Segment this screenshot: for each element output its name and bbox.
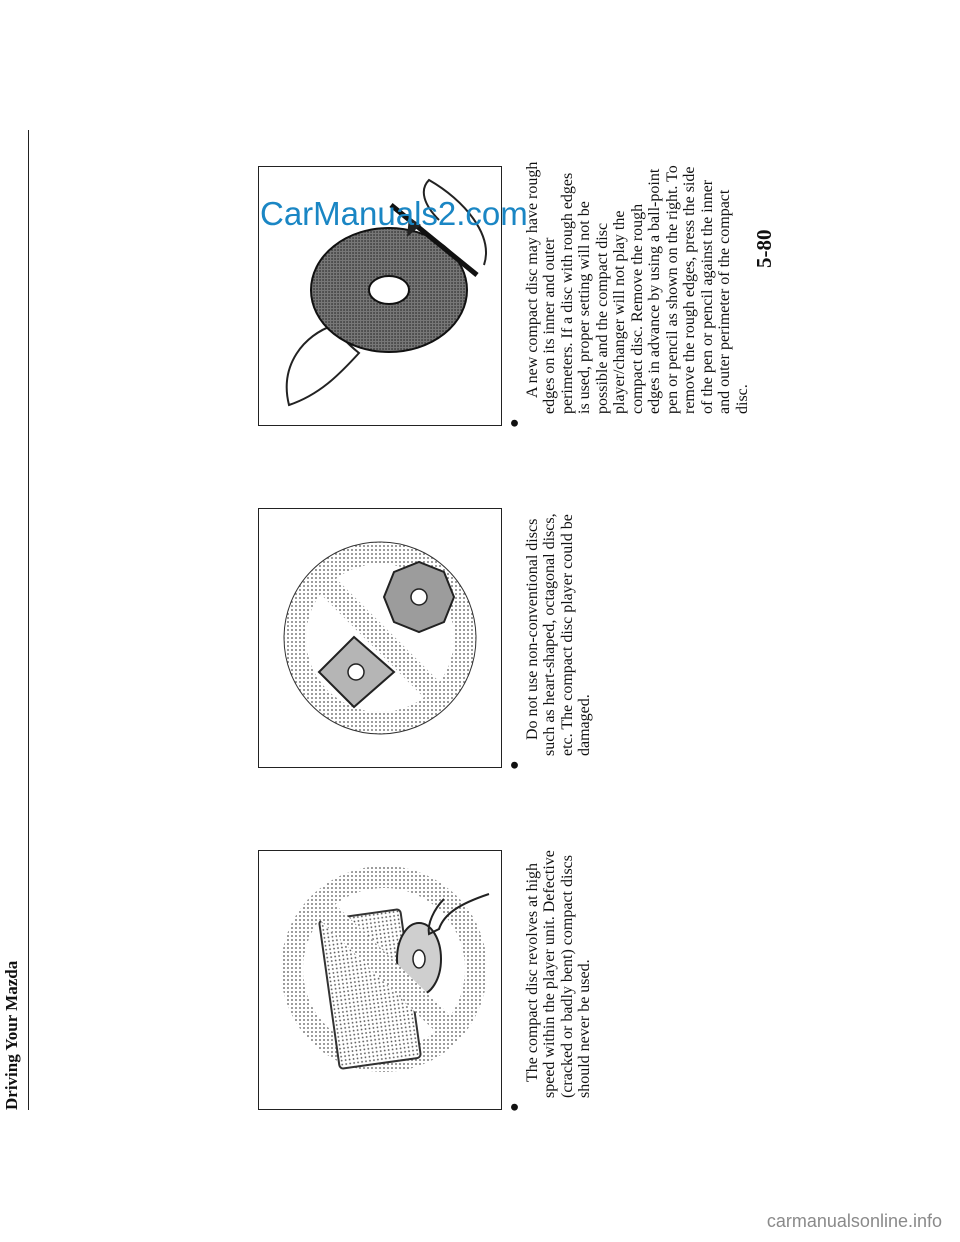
text-line: such as heart-shaped, octagonal discs,	[541, 513, 558, 756]
header-rule	[28, 130, 29, 1110]
text-line: The compact disc revolves at high	[523, 862, 541, 1082]
text-line: player/changer will not play the	[611, 210, 628, 414]
text-line: Do not use non-conventional discs	[523, 518, 541, 740]
no-bent-disc-illustration	[259, 851, 501, 1109]
text-line: disc.	[733, 384, 751, 414]
text-line: compact disc. Remove the rough	[628, 203, 646, 414]
watermark-carmanuals2: CarManuals2.com	[260, 195, 528, 232]
text-line: A new compact disc may have rough	[523, 161, 541, 398]
section-3-text	[506, 161, 769, 428]
text-line: possible and the compact disc	[593, 222, 611, 414]
figure-odd-shaped-discs	[258, 508, 502, 768]
text-line: of the pen or pencil against the inner	[698, 179, 716, 414]
section-1-text	[506, 850, 611, 1112]
text-line: perimeters. If a disc with rough edges	[558, 172, 576, 414]
figure-bent-disc	[258, 850, 502, 1110]
text-line: pen or pencil as shown on the right. To	[663, 165, 681, 414]
watermark-carmanualsonline: carmanualsonline.info	[766, 1211, 942, 1231]
text-line: damaged.	[576, 694, 593, 756]
bullet-icon: ●	[506, 760, 523, 770]
page-number: 5-80	[752, 229, 776, 268]
text-line: etc. The compact disc player could be	[558, 514, 576, 756]
bullet-icon: ●	[506, 1102, 523, 1112]
no-odd-shaped-discs-illustration	[259, 509, 501, 767]
text-line: remove the rough edges, press the side	[681, 166, 698, 414]
text-line: should never be used.	[576, 959, 593, 1098]
text-line: edges on its inner and outer	[541, 237, 558, 414]
text-line: and outer perimeter of the compact	[716, 189, 733, 414]
bullet-icon: ●	[506, 418, 523, 428]
section-2-text	[506, 513, 611, 770]
page-header: Driving Your Mazda	[2, 960, 21, 1110]
text-line: edges in advance by using a ball-point	[646, 168, 663, 414]
text-line: is used, proper setting will not be	[576, 201, 593, 414]
text-line: speed within the player unit. Defective	[541, 850, 558, 1098]
text-line: (cracked or badly bent) compact discs	[558, 854, 576, 1098]
